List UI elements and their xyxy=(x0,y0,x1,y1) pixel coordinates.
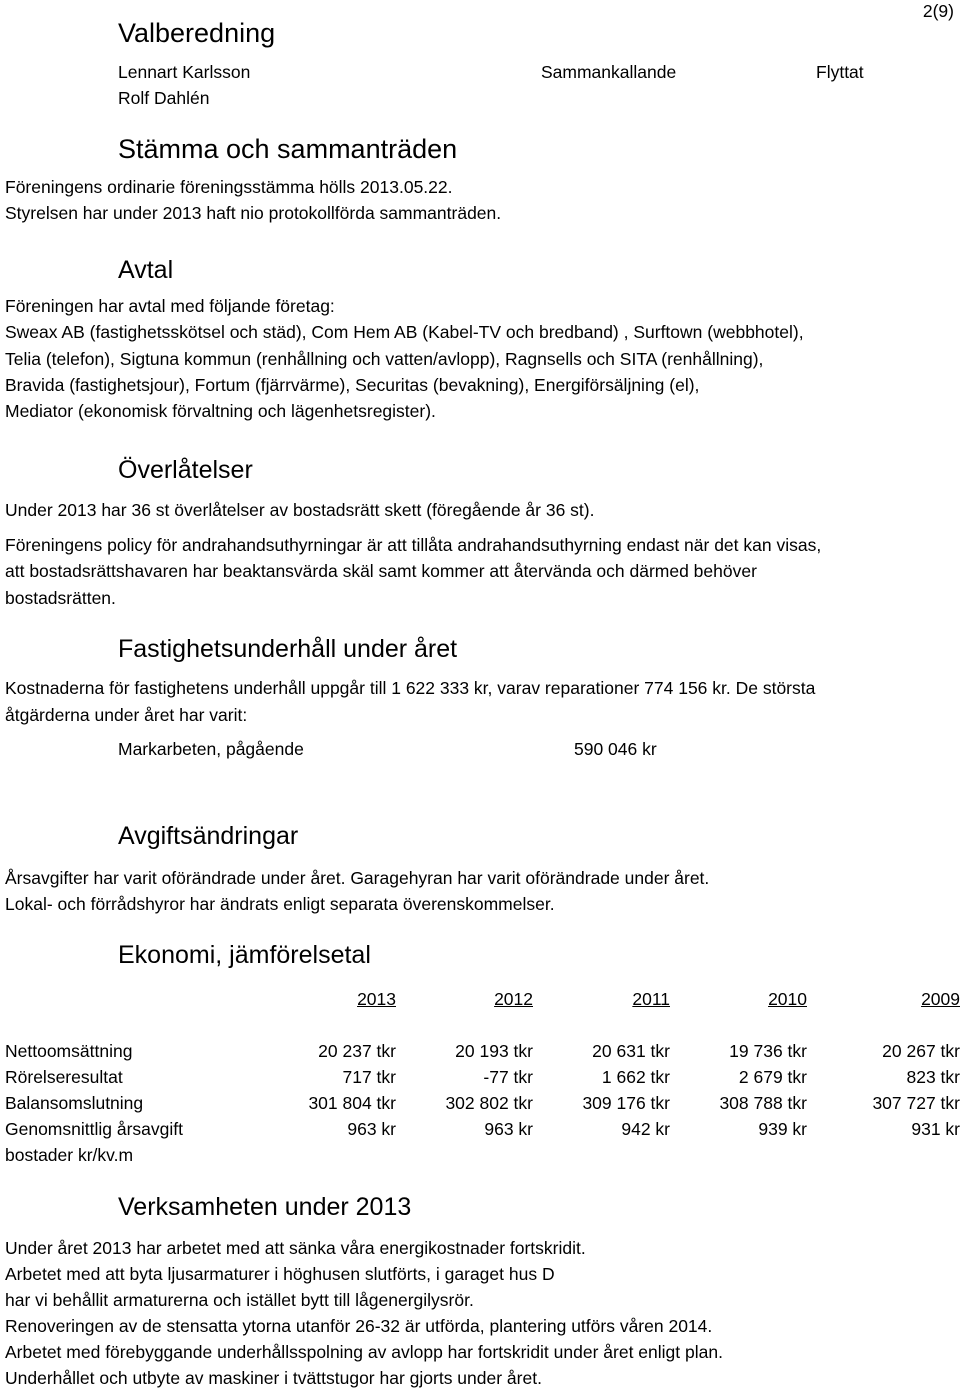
avtal-line: Sweax AB (fastighetsskötsel och städ), Com Hem AB (Kabel-TV och bredband) , Surftown (webbhotel), xyxy=(5,322,804,342)
page-number: 2(9) xyxy=(922,1,954,21)
underhall-item-label: Markarbeten, pågående xyxy=(118,739,304,759)
year-header: 2009 xyxy=(921,989,960,1009)
table-cell: 963 kr xyxy=(484,1119,533,1139)
table-cell: 2 679 tkr xyxy=(738,1067,807,1087)
table-cell: 301 804 tkr xyxy=(308,1093,396,1113)
table-row-label: Balansomslutning xyxy=(5,1093,144,1113)
table-cell: 942 kr xyxy=(621,1119,670,1139)
table-row-label: Genomsnittlig årsavgift xyxy=(5,1119,183,1139)
heading-avgifter: Avgiftsändringar xyxy=(118,822,299,850)
table-cell: 309 176 tkr xyxy=(582,1093,670,1113)
underhall-line: åtgärderna under året har varit: xyxy=(5,705,248,725)
table-cell: 931 kr xyxy=(911,1119,960,1139)
underhall-item-value: 590 046 kr xyxy=(574,739,657,759)
heading-ekonomi: Ekonomi, jämförelsetal xyxy=(118,941,371,969)
table-cell: 307 727 tkr xyxy=(872,1093,960,1113)
underhall-line: Kostnaderna för fastighetens underhåll uppgår till 1 622 333 kr, varav reparationer 774 156 kr. De största xyxy=(5,678,816,698)
verksamheten-line: Renoveringen av de stensatta ytorna utanför 26-32 är utförda, plantering utförs våren 2014. xyxy=(5,1316,713,1336)
stamma-line: Styrelsen har under 2013 haft nio protokollförda sammanträden. xyxy=(5,203,502,223)
member-status: Flyttat xyxy=(816,62,864,82)
policy-line: Föreningens policy för andrahandsuthyrningar är att tillåta andrahandsuthyrning endast när det kan visas, xyxy=(5,535,822,555)
table-cell: 20 237 tkr xyxy=(318,1041,396,1061)
avtal-line: Mediator (ekonomisk förvaltning och lägenhetsregister). xyxy=(5,401,436,421)
heading-overlatelser: Överlåtelser xyxy=(118,456,253,484)
table-row-label-suffix: bostader kr/kv.m xyxy=(5,1145,134,1165)
table-cell: 823 tkr xyxy=(906,1067,960,1087)
table-cell: 717 tkr xyxy=(342,1067,396,1087)
heading-stamma: Stämma och sammanträden xyxy=(118,134,458,164)
table-cell: 963 kr xyxy=(347,1119,396,1139)
member-role: Sammankallande xyxy=(541,62,677,82)
verksamheten-line: Underhållet och utbyte av maskiner i tvättstugor har gjorts under året. xyxy=(5,1368,542,1388)
year-header: 2012 xyxy=(494,989,533,1009)
member-name: Rolf Dahlén xyxy=(118,88,210,108)
stamma-line: Föreningens ordinarie föreningsstämma hölls 2013.05.22. xyxy=(5,177,453,197)
table-cell: 20 631 tkr xyxy=(592,1041,670,1061)
year-header: 2010 xyxy=(768,989,807,1009)
table-cell: 19 736 tkr xyxy=(729,1041,807,1061)
avtal-line: Bravida (fastighetsjour), Fortum (fjärrvärme), Securitas (bevakning), Energiförsäljning (el), xyxy=(5,375,700,395)
heading-underhall: Fastighetsunderhåll under året xyxy=(118,635,458,663)
table-cell: 20 267 tkr xyxy=(882,1041,960,1061)
avtal-line: Telia (telefon), Sigtuna kommun (renhållning och vatten/avlopp), Ragnsells och SITA (renhållning), xyxy=(5,349,764,369)
table-cell: 1 662 tkr xyxy=(601,1067,670,1087)
table-cell: 939 kr xyxy=(758,1119,807,1139)
policy-line: bostadsrätten. xyxy=(5,588,116,608)
avgifter-line: Årsavgifter har varit oförändrade under året. Garagehyran har varit oförändrade under året. xyxy=(5,868,710,888)
verksamheten-line: Arbetet med att byta ljusarmaturer i höghusen slutförts, i garaget hus D xyxy=(5,1264,555,1284)
overlatelser-line: Under 2013 har 36 st överlåtelser av bostadsrätt skett (föregående år 36 st). xyxy=(5,500,595,520)
avgifter-line: Lokal- och förrådshyror har ändrats enligt separata överenskommelser. xyxy=(5,894,555,914)
table-cell: 302 802 tkr xyxy=(445,1093,533,1113)
heading-avtal: Avtal xyxy=(118,256,174,284)
verksamheten-line: Arbetet med förebyggande underhållsspolning av avlopp har fortskridit under året enligt plan. xyxy=(5,1342,723,1362)
table-row-label: Nettoomsättning xyxy=(5,1041,133,1061)
verksamheten-line: Under året 2013 har arbetet med att sänka våra energikostnader fortskridit. xyxy=(5,1238,586,1258)
table-cell: 308 788 tkr xyxy=(719,1093,807,1113)
policy-line: att bostadsrättshavaren har beaktansvärda skäl samt kommer att återvända och därmed behöver xyxy=(5,561,757,581)
table-cell: -77 tkr xyxy=(483,1067,533,1087)
member-name: Lennart Karlsson xyxy=(118,62,251,82)
year-header: 2013 xyxy=(357,989,396,1009)
table-cell: 20 193 tkr xyxy=(455,1041,533,1061)
avtal-line: Föreningen har avtal med följande företag: xyxy=(5,296,335,316)
table-row-label: Rörelseresultat xyxy=(5,1067,123,1087)
heading-verksamheten: Verksamheten under 2013 xyxy=(118,1193,412,1221)
verksamheten-line: har vi behållit armaturerna och istället bytt till lågenergilysrör. xyxy=(5,1290,474,1310)
heading-valberedning: Valberedning xyxy=(118,18,276,48)
year-header: 2011 xyxy=(632,989,670,1009)
